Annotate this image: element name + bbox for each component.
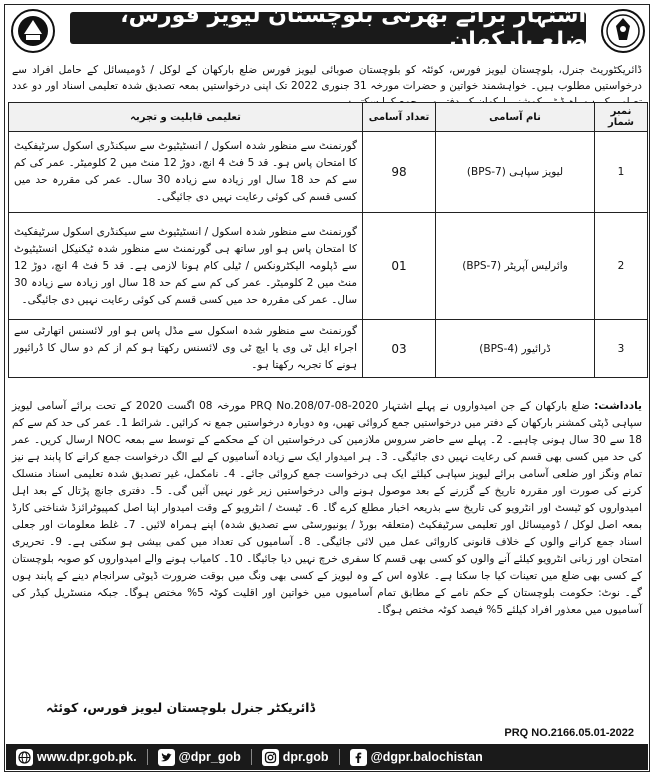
row-serial: 1 [595,132,648,213]
footer-instagram[interactable] [262,749,329,766]
twitter-icon [158,749,175,766]
header-post: نام آسامی [436,103,595,132]
footer-website-label: www.dpr.gob.pk. [37,750,137,764]
globe-icon [16,749,33,766]
row-qualification: گورنمنٹ سے منظور شدہ اسکول سے مڈل پاس ہو اور لائسنس اتھارٹی سے اجراء ایل ٹی وی یا ایچ ٹی وی لائسنس رکھتا ہو کم از کم دو سال کا ڈرائیور ہونے کا تجربہ رکھتا ہو۔ [9,320,363,378]
footer-divider [147,749,148,765]
posts-table [8,102,648,378]
row-post: وائرلیس آپریٹر (BPS-7) [436,213,595,320]
row-qualification: گورنمنٹ سے منظور شدہ اسکول / انسٹیٹیوٹ سے سیکنڈری اسکول سرٹیفکیٹ کا امتحان پاس ہو۔ قد 5 فٹ 4 انچ، دوڑ 12 منٹ میں 2 کلومیٹر۔ عمر کی کم سے کم حد 18 سال اور زیادہ سے زیادہ 30 سال۔ عمر کی مقررہ حد میں کسی قسم کی کوئی رعایت نہیں دی جائیگی۔ [9,132,363,213]
footer-facebook-label: @dgpr.balochistan [370,750,483,764]
notes-section [12,398,642,619]
row-serial: 3 [595,320,648,378]
signature: ڈائریکٹر جنرل بلوچستان لیویز فورس، کوئٹہ [46,700,316,715]
row-count: 98 [363,132,436,213]
footer-divider [251,749,252,765]
facebook-icon [350,749,367,766]
row-serial: 2 [595,213,648,320]
table-row [9,132,648,213]
balochistan-emblem-icon [10,8,56,54]
footer-instagram-label: dpr.gob [282,750,329,764]
footer-twitter[interactable] [158,749,241,766]
header-qualification: تعلیمی قابلیت و تجربہ [9,103,363,132]
footer-website[interactable] [16,749,137,766]
instagram-icon [262,749,279,766]
intro-paragraph: ڈائریکٹوریٹ جنرل، بلوچستان لیویز فورس، کوئٹہ کو بلوچستان صوبائی لیویز فورس ضلع بارکھان کے لوکل / ڈومیسائل کے حامل افراد سے درخواستیں مطلوب ہیں۔ خواہشمند خواتین و حضرات مورخہ 31 جنوری 2022 تک اپنی درخواستیں بمعہ تصدیق شدہ تعلیمی اسناد اور دو عدد [12,64,642,92]
table-header-row [9,103,648,132]
footer-twitter-label: @dpr_gob [178,750,241,764]
footer-facebook[interactable] [350,749,483,766]
notes-label: یادداشت: [594,400,642,412]
row-post: ڈرائیور (BPS-4) [436,320,595,378]
table-row [9,213,648,320]
row-count: 01 [363,213,436,320]
row-post: لیویز سپاہی (BPS-7) [436,132,595,213]
row-count: 03 [363,320,436,378]
page-title: اشتہار برائے بھرتی بلوچستان لیویز فورس، ضلع بارکھان [70,12,586,44]
row-qualification: گورنمنٹ سے منظور شدہ اسکول / انسٹیٹیوٹ سے سیکنڈری اسکول سرٹیفکیٹ کا امتحان پاس ہو اور ساتھ ہی گورنمنٹ سے منظور شدہ ٹیکنیکل انسٹیٹیوٹ سے ڈپلومہ الیکٹرونکس / ٹیلی کام ہونا لازمی ہے۔ قد 5 فٹ 4 انچ، دوڑ 12 منٹ میں 2 کلومیٹر۔ عمر کی کم سے کم حد 18 سال اور زیادہ سے زیادہ 30 سال۔ عمر کی مقررہ حد میں کسی قسم کی کوئی رعایت نہیں دی جائیگی۔ [9,213,363,320]
header [8,3,648,56]
notes-text: ضلع بارکھان کے جن امیدواروں نے پہلے اشتہار PRQ No.208/07-08-2020 مورخہ 08 اگست 2020 کے تحت برائے آسامی لیویز سپاہی ڈپٹی کمشنر بارکھان کے دفتر میں درخواستیں جمع کروائی تھیں، وہ دوبارہ درخواستیں جمع نہ کرائیں۔ شرائط 1۔ عمر کی حد کم سے کم 18 سے 30 سال ہونی چاہیے۔ 2۔ پہلے سے حاضر سروس ملازمین کی درخواستیں ان کے محکمے کے توسط سے بمعہ NOC ارسال کریں۔ عمر کی حد میں کسی بھی قسم کی رعایت نہیں دی جائیگی۔ 3۔ ہر امیدوار ایک سے زیادہ آسامیوں کے لیے الگ درخواست جمع کرانے کا پابند ہے نیز تمام ونگز اور ضلعی آسامی برائے لیویز سپاہی کیلئے ایک ہی درخواست جمع کروائی جائے۔ 4۔ نامکمل، غیر تصدیق شدہ تعلیمی اسناد منسلک کرنے کی صورت اور مقررہ تاریخ کے گزرنے کے بعد موصول ہونے والی درخواستیں زیر غور نہیں آئیں گی۔ 5۔ دفتری جانچ پڑتال کے بعد اہل امیدواروں کو ٹیسٹ اور انٹرویو کی تاریخ سے بذریعہ اخبار مطلع کرے گا۔ 6۔ ٹیسٹ / انٹرویو کے وقت امیدوار اپنا اصل کمپیوٹرائزڈ شناختی کارڈ بمعہ اصل لوکل / ڈومیسائل اور تعلیمی سرٹیفکیٹ (متعلقہ بورڈ / یونیورسٹی سے تصدیق شدہ) اپنے ہمراہ لائیں۔ 7۔ غلط معلومات اور جعلی اسناد جمع کرانے والوں کے خلاف قانونی کاروائی عمل میں لائی جائیگی۔ 8۔ آسامیوں کی تعداد میں کمی بیشی ہو سکتی ہے۔ 9۔ تحریری امتحان اور زبانی انٹرویو کیلئے آنے والوں کو کسی بھی قسم کا سفری خرچ نہیں دیا جائیگا۔ 10۔ کامیاب ہونے والے امیدواروں کو صوبہ بلوچستان کے کسی بھی ضلع میں تعینات کیا جا سکتا ہے۔ علاوہ اس کے وہ لیویز کے کسی بھی ونگ میں بوقت ضرورت ڈیوٹی سرانجام دینے کے پابند ہوں گے۔ نوٹ: حکومت بلوچستان کے حکم نامے کے مطابق تمام آسامیوں میں خواتین اور اقلیت کوٹہ 5% مختص ہوگا۔ جبکہ منسٹریل کیڈر کی آسامیوں میں معذور افراد کیلئے 5% فیصد کوٹہ مختص ہوگا۔ [12,400,643,616]
footer-bar [6,744,648,770]
header-count: تعداد آسامی [363,103,436,132]
table-row [9,320,648,378]
prq-number: PRQ NO.2166.05.01-2022 [504,727,634,739]
header-serial: نمبر شمار [595,103,648,132]
footer-divider [339,749,340,765]
levies-emblem-icon [600,8,646,54]
